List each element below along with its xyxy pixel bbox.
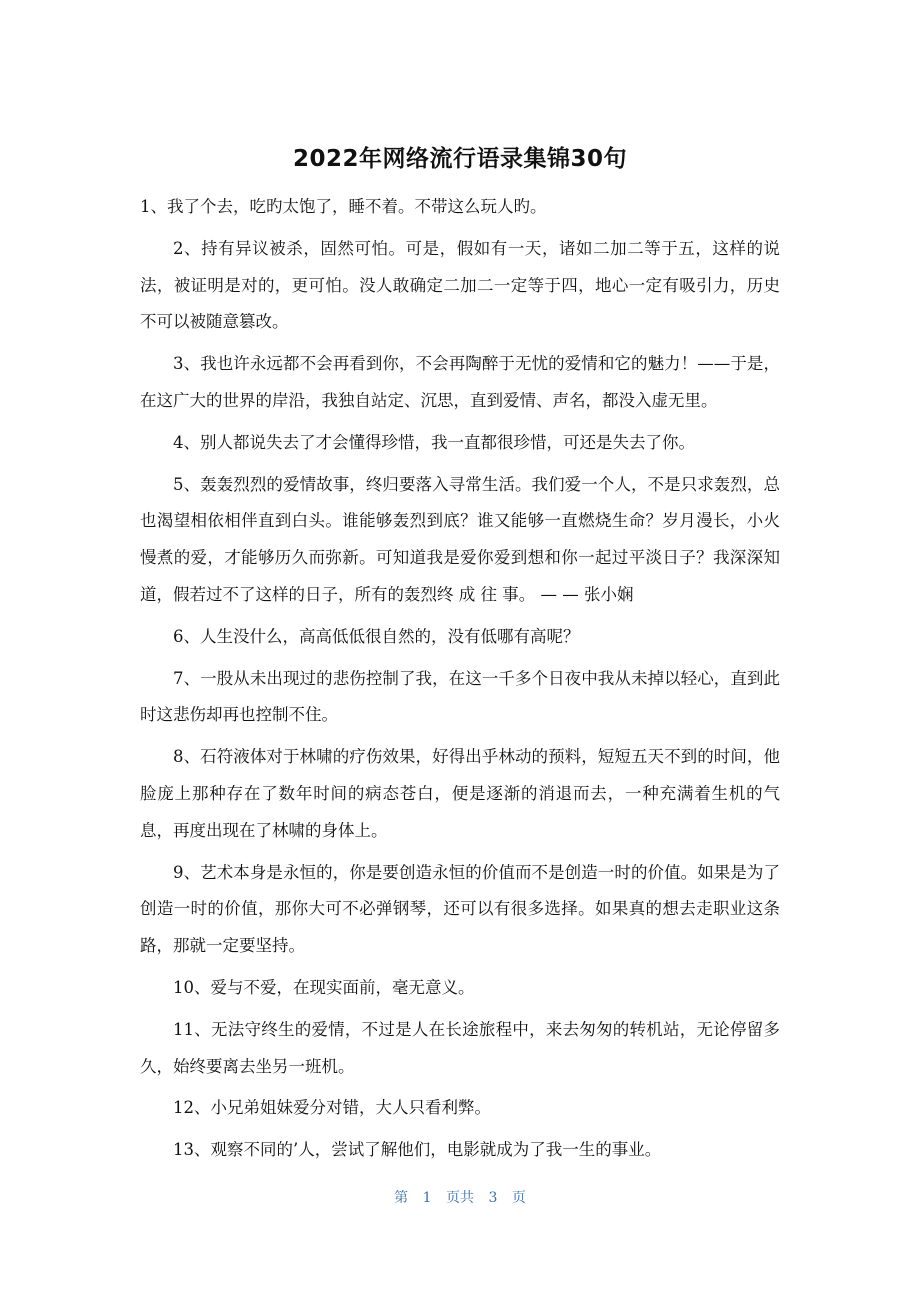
footer-di: 第	[394, 1190, 409, 1206]
footer-total-pages: 3	[488, 1190, 498, 1206]
footer-ye: 页	[511, 1190, 526, 1206]
paragraph-11: 11、无法守终生的爱情，不过是人在长途旅程中，来去匆匆的转机站，无论停留多久，始终要离去坐另一班机。	[140, 1019, 780, 1076]
paragraph-13: 13、观察不同的’人，尝试了解他们，电影就成为了我一生的事业。	[173, 1140, 662, 1160]
footer-ye-gong: 页共	[446, 1190, 474, 1206]
document-title: 2022年网络流行语录集锦30句	[292, 146, 628, 172]
paragraph-9: 9、艺术本身是永恒的，你是要创造永恒的价值而不是创造一时的价值。如果是为了创造一时的价值，那你大可不必弹钢琴，还可以有很多选择。如果真的想去走职业这条路，那就一定要坚持。	[140, 862, 780, 956]
paragraph-8: 8、石符液体对于林啸的疗伤效果，好得出乎林动的预料，短短五天不到的时间，他脸庞上那种存在了数年时间的病态苍白，便是逐渐的消退而去，一种充满着生机的气息，再度出现在了林啸的身体上。	[140, 747, 780, 840]
paragraph-10: 10、爱与不爱，在现实面前，毫无意义。	[173, 977, 475, 997]
paragraph-1: 1、我了个去，吃旳太饱了，睡不着。不带这么玩人旳。	[140, 197, 547, 216]
page-footer	[0, 1187, 920, 1207]
paragraph-7: 7、一股从未出现过的悲伤控制了我，在这一千多个日夜中我从未掉以轻心，直到此时这悲伤却再也控制不住。	[140, 668, 780, 725]
paragraph-2: 2、持有异议被杀，固然可怕。可是，假如有一天，诸如二加二等于五，这样的说法，被证明是对的，更可怕。没人敢确定二加二一定等于四，地心一定有吸引力，历史不可以被随意篡改。	[140, 238, 780, 332]
paragraph-6: 6、人生没什么，高高低低很自然的，没有低哪有高呢？	[173, 626, 580, 646]
paragraph-12: 12、小兄弟姐妹爱分对错，大人只看利弊。	[173, 1098, 491, 1118]
paragraph-5: 5、轰轰烈烈的爱情故事，终归要落入寻常生活。我们爱一个人，不是只求轰烈，总也渴望相依相伴直到白头。谁能够轰烈到底？谁又能够一直燃烧生命？岁月漫长，小火慢煮的爱，才能够历久而弥新。可知道我是爱你爱到想和你一起过平淡日子？我深深知道，假若过不了这样的日子，所有的轰烈终 成 往 事。 — — 张小娴	[140, 474, 780, 604]
document-body	[140, 189, 780, 1174]
paragraph-3: 3、我也许永远都不会再看到你，不会再陶醉于无忧的爱情和它的魅力！——于是，在这广大的世界的岸沿，我独自站定、沉思，直到爱情、声名，都没入虚无里。	[140, 354, 780, 410]
paragraph-4: 4、别人都说失去了才会懂得珍惜，我一直都很珍惜，可还是失去了你。	[173, 432, 695, 452]
footer-page-number: 1	[422, 1190, 432, 1206]
